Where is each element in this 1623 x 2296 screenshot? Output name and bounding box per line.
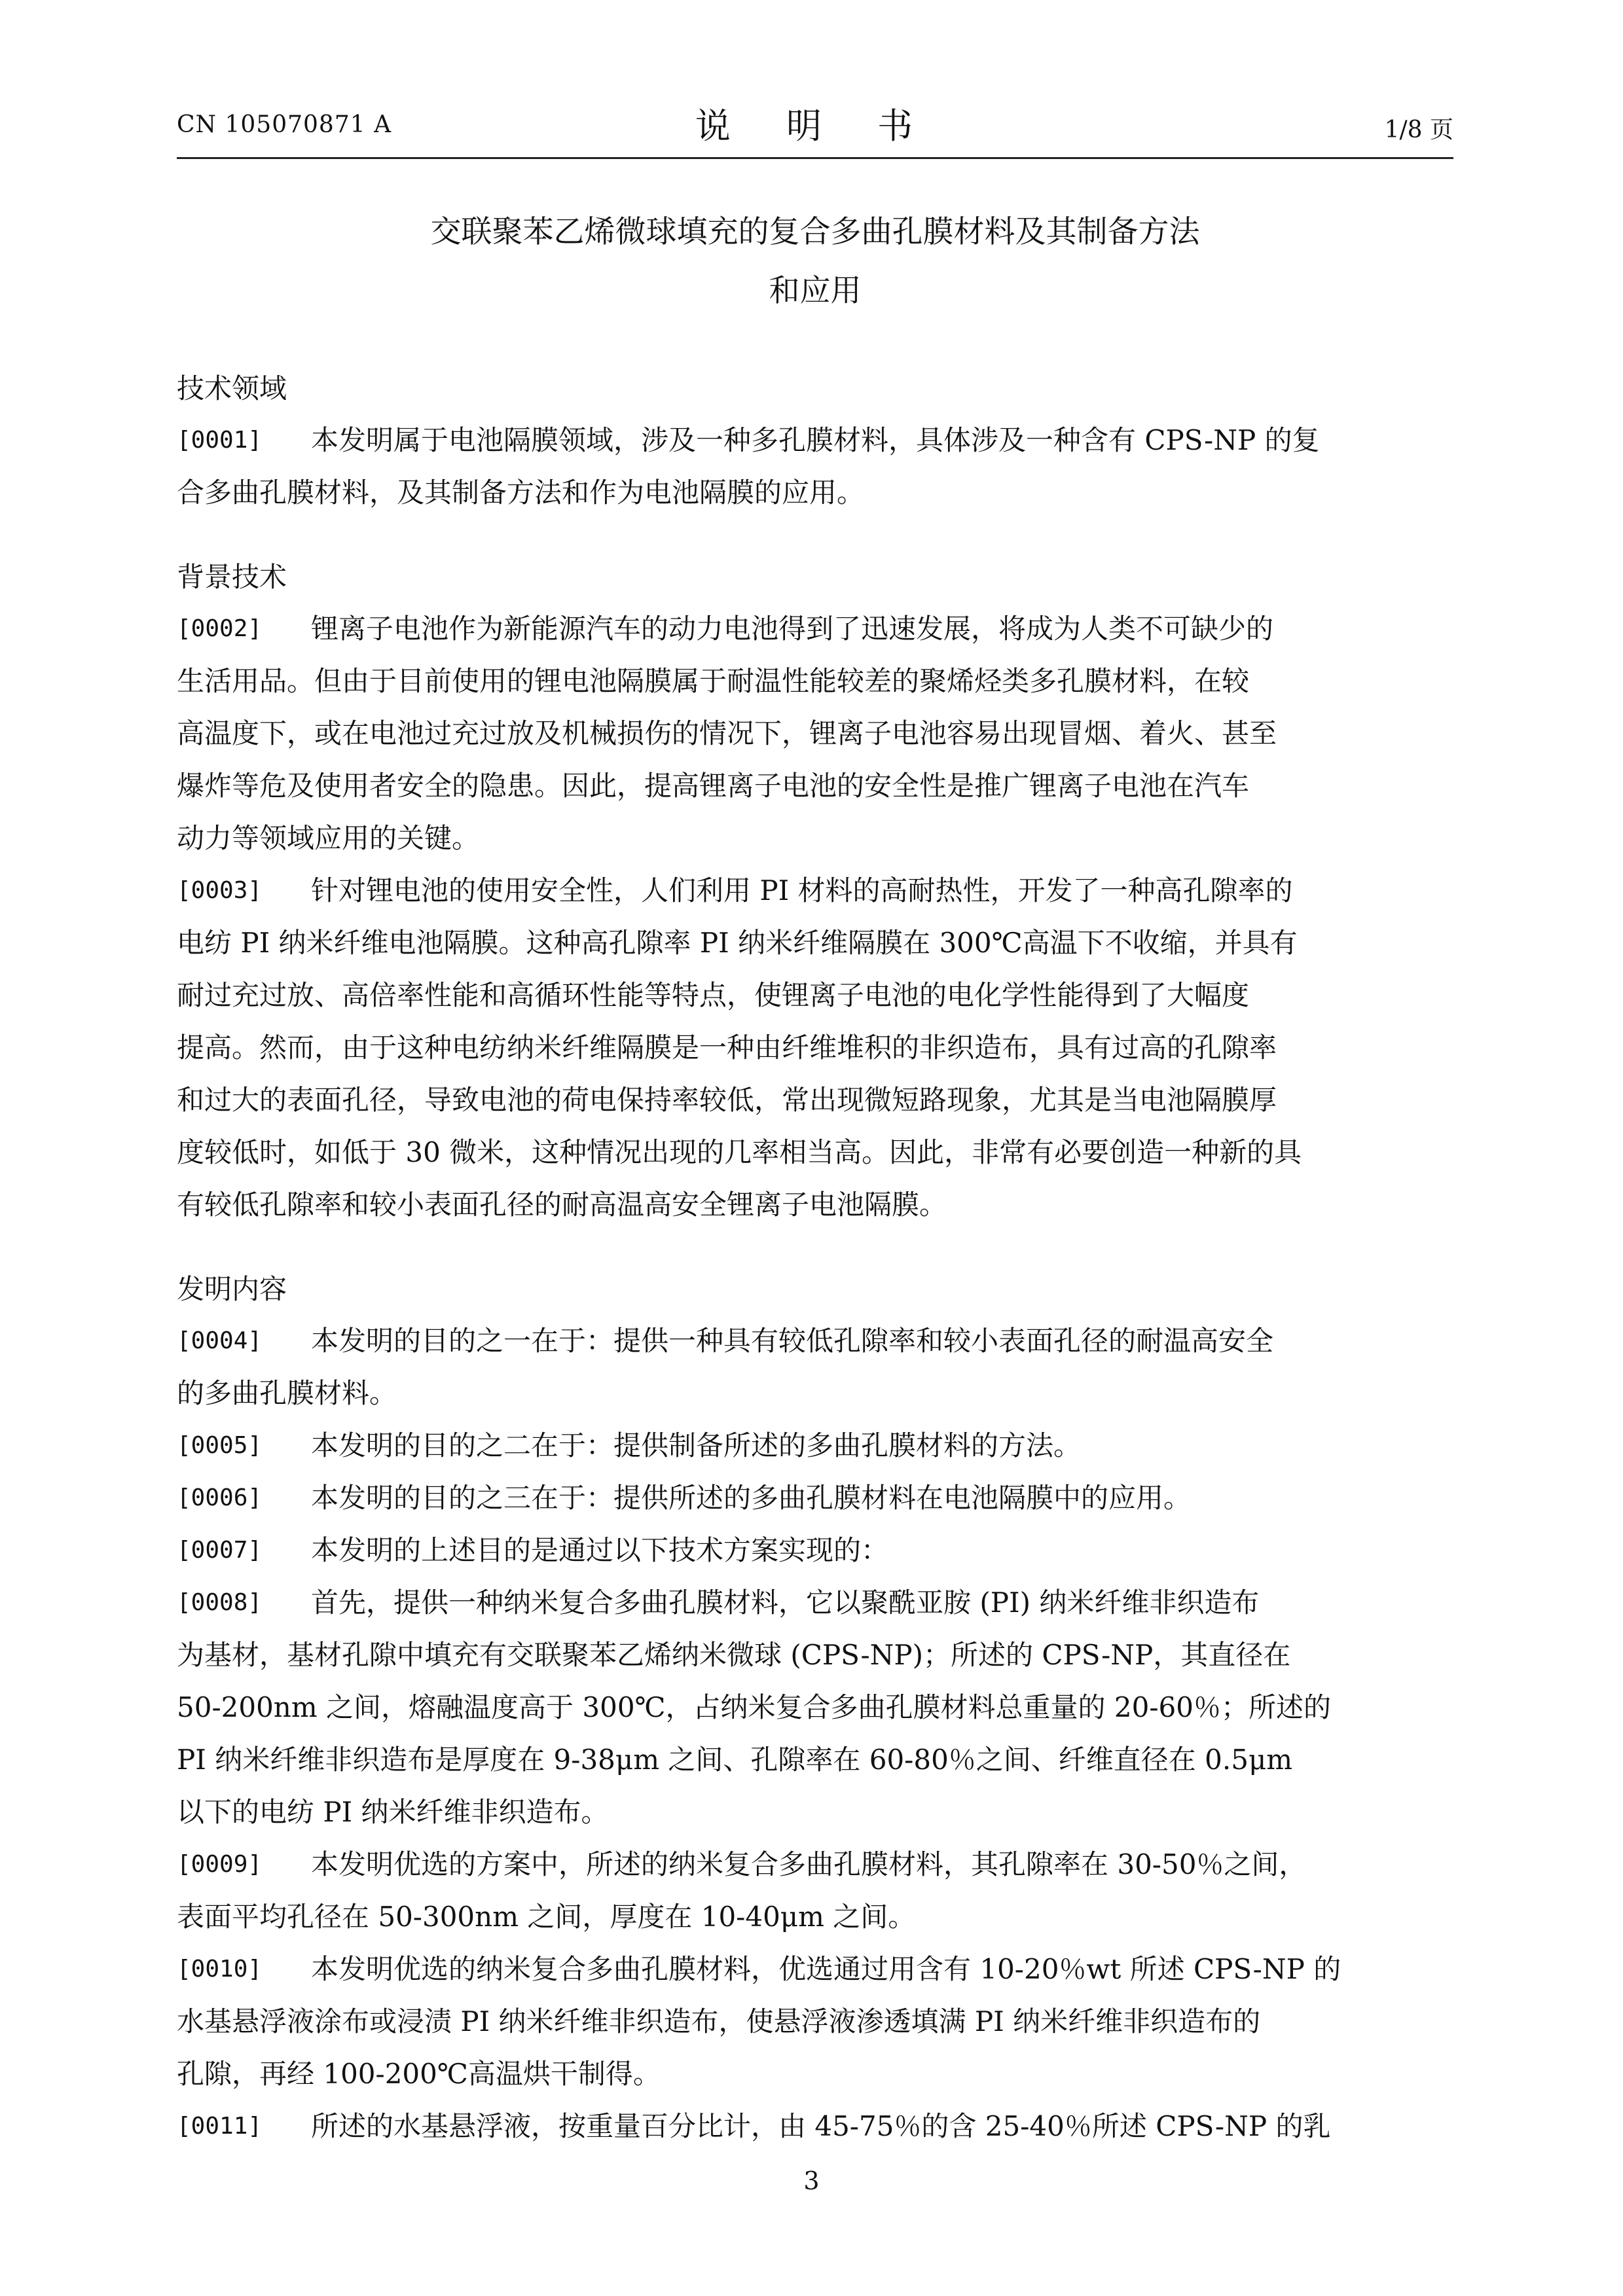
title-line: 和应用 xyxy=(769,273,862,309)
text-line: 所述的水基悬浮液，按重量百分比计，由 45-75％的含 25-40％所述 CPS-NP 的乳 xyxy=(311,2110,1331,2142)
document-body xyxy=(177,363,1453,2153)
paragraph-number: [0007] xyxy=(177,1537,263,1564)
paragraph xyxy=(177,1839,1453,1943)
section-heading: 发明内容 xyxy=(177,1273,287,1305)
text-line: 提高。然而，由于这种电纺纳米纤维隔膜是一种由纤维堆积的非织造布，具有过高的孔隙率 xyxy=(177,1031,1277,1064)
paragraph-number: [0006] xyxy=(177,1484,263,1511)
paragraph xyxy=(177,1577,1453,1839)
text-line: 度较低时，如低于 30 微米，这种情况出现的几率相当高。因此，非常有必要创造一种新的具 xyxy=(177,1136,1302,1168)
paragraph xyxy=(177,865,1453,1231)
text-line: 锂离子电池作为新能源汽车的动力电池得到了迅速发展，将成为人类不可缺少的 xyxy=(311,613,1274,645)
header-divider xyxy=(177,157,1453,159)
paragraph-number: [0005] xyxy=(177,1432,263,1459)
paragraph-number: [0009] xyxy=(177,1851,263,1878)
text-line: 生活用品。但由于目前使用的锂电池隔膜属于耐温性能较差的聚烯烃类多孔膜材料，在较 xyxy=(177,665,1250,697)
paragraph xyxy=(177,1315,1453,1420)
document-title xyxy=(177,203,1453,321)
paragraph-number: [0010] xyxy=(177,1956,263,1982)
text-line: 水基悬浮液涂布或浸渍 PI 纳米纤维非织造布，使悬浮液渗透填满 PI 纳米纤维非织造布的 xyxy=(177,2005,1261,2037)
text-line: 爆炸等危及使用者安全的隐患。因此，提高锂离子电池的安全性是推广锂离子电池在汽车 xyxy=(177,770,1250,802)
paragraph xyxy=(177,1943,1453,2100)
text-line: 高温度下，或在电池过充过放及机械损伤的情况下，锂离子电池容易出现冒烟、着火、甚至 xyxy=(177,717,1277,749)
text-line: 50-200nm 之间，熔融温度高于 300℃，占纳米复合多曲孔膜材料总重量的 20-60％；所述的 xyxy=(177,1691,1331,1723)
text-line: 针对锂电池的使用安全性，人们利用 PI 材料的高耐热性，开发了一种高孔隙率的 xyxy=(311,874,1293,906)
text-line: 本发明优选的纳米复合多曲孔膜材料，优选通过用含有 10-20％wt 所述 CPS-NP 的 xyxy=(311,1953,1341,1985)
document-type: 说 明 书 xyxy=(695,105,936,147)
page-header xyxy=(177,98,1453,157)
text-line: 以下的电纺 PI 纳米纤维非织造布。 xyxy=(177,1796,609,1828)
text-line: 耐过充过放、高倍率性能和高循环性能等特点，使锂离子电池的电化学性能得到了大幅度 xyxy=(177,979,1250,1011)
text-line: PI 纳米纤维非织造布是厚度在 9-38μm 之间、孔隙率在 60-80％之间、纤维直径在 0.5μm xyxy=(177,1744,1293,1776)
paragraph xyxy=(177,603,1453,865)
text-line: 动力等领域应用的关键。 xyxy=(177,822,480,854)
text-line: 的多曲孔膜材料。 xyxy=(177,1377,397,1409)
text-line: 电纺 PI 纳米纤维电池隔膜。这种高孔隙率 PI 纳米纤维隔膜在 300℃高温下不收缩，并具有 xyxy=(177,927,1298,959)
paragraph-number: [0004] xyxy=(177,1327,263,1354)
paragraph-number: [0002] xyxy=(177,615,263,642)
page-indicator: 1/8 页 xyxy=(1384,117,1453,143)
text-line: 本发明优选的方案中，所述的纳米复合多曲孔膜材料，其孔隙率在 30-50％之间， xyxy=(311,1848,1307,1880)
text-line: 孔隙，再经 100-200℃高温烘干制得。 xyxy=(177,2058,661,2090)
text-line: 为基材，基材孔隙中填充有交联聚苯乙烯纳米微球 (CPS-NP)；所述的 CPS-NP，其直径在 xyxy=(177,1639,1291,1671)
paragraph xyxy=(177,1420,1453,1472)
page-number: 3 xyxy=(803,2166,820,2195)
paragraph xyxy=(177,414,1453,519)
text-line: 本发明的目的之二在于：提供制备所述的多曲孔膜材料的方法。 xyxy=(311,1429,1082,1462)
text-line: 本发明的目的之三在于：提供所述的多曲孔膜材料在电池隔膜中的应用。 xyxy=(311,1482,1192,1514)
text-line: 本发明的目的之一在于：提供一种具有较低孔隙率和较小表面孔径的耐温高安全 xyxy=(311,1325,1274,1357)
paragraph xyxy=(177,1472,1453,1524)
text-line: 有较低孔隙率和较小表面孔径的耐高温高安全锂离子电池隔膜。 xyxy=(177,1189,947,1221)
title-line: 交联聚苯乙烯微球填充的复合多曲孔膜材料及其制备方法 xyxy=(430,214,1200,250)
paragraph-number: [0001] xyxy=(177,427,263,454)
paragraph-number: [0003] xyxy=(177,877,263,904)
text-line: 和过大的表面孔径，导致电池的荷电保持率较低，常出现微短路现象，尤其是当电池隔膜厚 xyxy=(177,1084,1277,1116)
paragraph xyxy=(177,1524,1453,1577)
text-line: 本发明的上述目的是通过以下技术方案实现的： xyxy=(311,1534,889,1566)
section-heading: 技术领域 xyxy=(177,372,287,404)
text-line: 本发明属于电池隔膜领域，涉及一种多孔膜材料，具体涉及一种含有 CPS-NP 的复 xyxy=(311,424,1320,456)
paragraph-number: [0008] xyxy=(177,1589,263,1616)
patent-number: CN 105070871 A xyxy=(177,111,392,138)
section-heading: 背景技术 xyxy=(177,561,287,593)
text-line: 表面平均孔径在 50-300nm 之间，厚度在 10-40μm 之间。 xyxy=(177,1901,916,1933)
paragraph-number: [0011] xyxy=(177,2113,263,2140)
text-line: 合多曲孔膜材料，及其制备方法和作为电池隔膜的应用。 xyxy=(177,476,865,509)
paragraph xyxy=(177,2100,1453,2153)
text-line: 首先，提供一种纳米复合多曲孔膜材料，它以聚酰亚胺 (PI) 纳米纤维非织造布 xyxy=(311,1587,1260,1619)
